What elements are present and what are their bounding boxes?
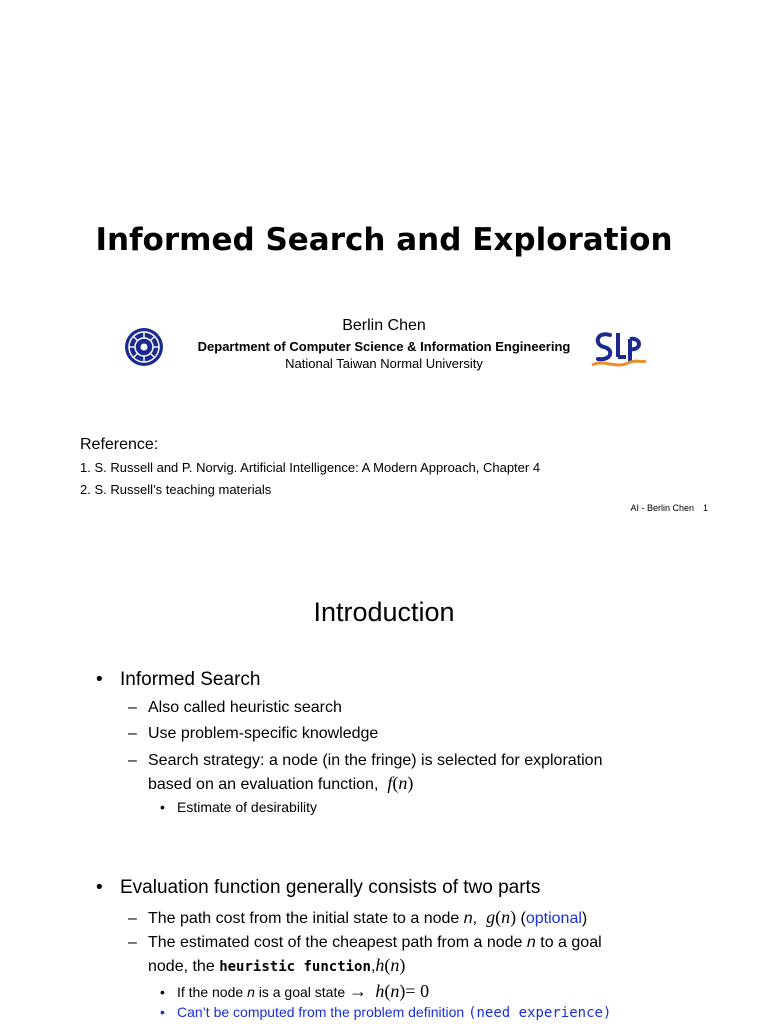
sub-bullet-continuation bbox=[148, 773, 413, 794]
sub-bullet-text: Also called heuristic search bbox=[148, 699, 342, 716]
bullet-text: Informed Search bbox=[120, 669, 261, 690]
sub-sub-bullet-item: • Can’t be computed from the problem definition (need experience) bbox=[160, 1004, 612, 1021]
heuristic-function-label: heuristic function bbox=[219, 959, 371, 975]
math-h-equals-zero: h(n)= 0 bbox=[375, 981, 430, 1001]
department-name: Department of Computer Science & Information Engineering bbox=[197, 339, 571, 354]
sub-bullet-text: based on an evaluation function, bbox=[148, 776, 379, 793]
sub-sub-bullet-item: • If the node n is a goal state → h(n)= 0 bbox=[160, 981, 430, 1001]
reference-heading: Reference: bbox=[80, 436, 159, 453]
sub-sub-bullet-text: Estimate of desirability bbox=[177, 799, 318, 815]
sub-bullet-text: Use problem-specific knowledge bbox=[148, 725, 379, 742]
bullet-text: Evaluation function generally consists of two parts bbox=[120, 877, 541, 898]
sub-bullet-item: – The path cost from the initial state to a node n, g(n) (optional) bbox=[128, 907, 588, 927]
slide-footer bbox=[630, 503, 708, 513]
slide-title: Introduction bbox=[313, 597, 455, 627]
footer-label: AI - Berlin Chen bbox=[630, 503, 694, 513]
arrow-icon: → bbox=[349, 981, 368, 1001]
page-number: 1 bbox=[702, 503, 708, 513]
sub-sub-bullet-item: • Estimate of desirability bbox=[160, 799, 318, 815]
optional-label: optional bbox=[525, 910, 582, 927]
math-f-of-n: f(n) bbox=[387, 773, 414, 793]
bullet-item: • Evaluation function generally consists of two parts bbox=[96, 877, 541, 898]
math-g-of-n: g(n) bbox=[486, 907, 517, 927]
sub-bullet-item: – The estimated cost of the cheapest path from a node n to a goal bbox=[128, 934, 602, 951]
math-h-of-n: h(n) bbox=[375, 955, 406, 975]
sub-bullet-item: – Use problem-specific knowledge bbox=[128, 725, 379, 742]
university-name: National Taiwan Normal University bbox=[285, 356, 483, 371]
sub-bullet-text: Search strategy: a node (in the fringe) is selected for exploration bbox=[148, 752, 603, 769]
reference-item: 2. S. Russell’s teaching materials bbox=[80, 482, 272, 497]
sub-bullet-continuation: node, the heuristic function,h(n) bbox=[148, 955, 406, 975]
sub-bullet-item: – Search strategy: a node (in the fringe) is selected for exploration bbox=[128, 752, 603, 769]
bullet-item: • Informed Search bbox=[96, 669, 261, 690]
slide-title: Informed Search and Exploration bbox=[95, 222, 673, 258]
author-name: Berlin Chen bbox=[342, 317, 426, 334]
reference-item: 1. S. Russell and P. Norvig. Artificial Intelligence: A Modern Approach, Chapter 4 bbox=[80, 460, 541, 475]
sub-bullet-item: – Also called heuristic search bbox=[128, 699, 342, 716]
svg-text:SLP: SLP bbox=[602, 357, 604, 358]
